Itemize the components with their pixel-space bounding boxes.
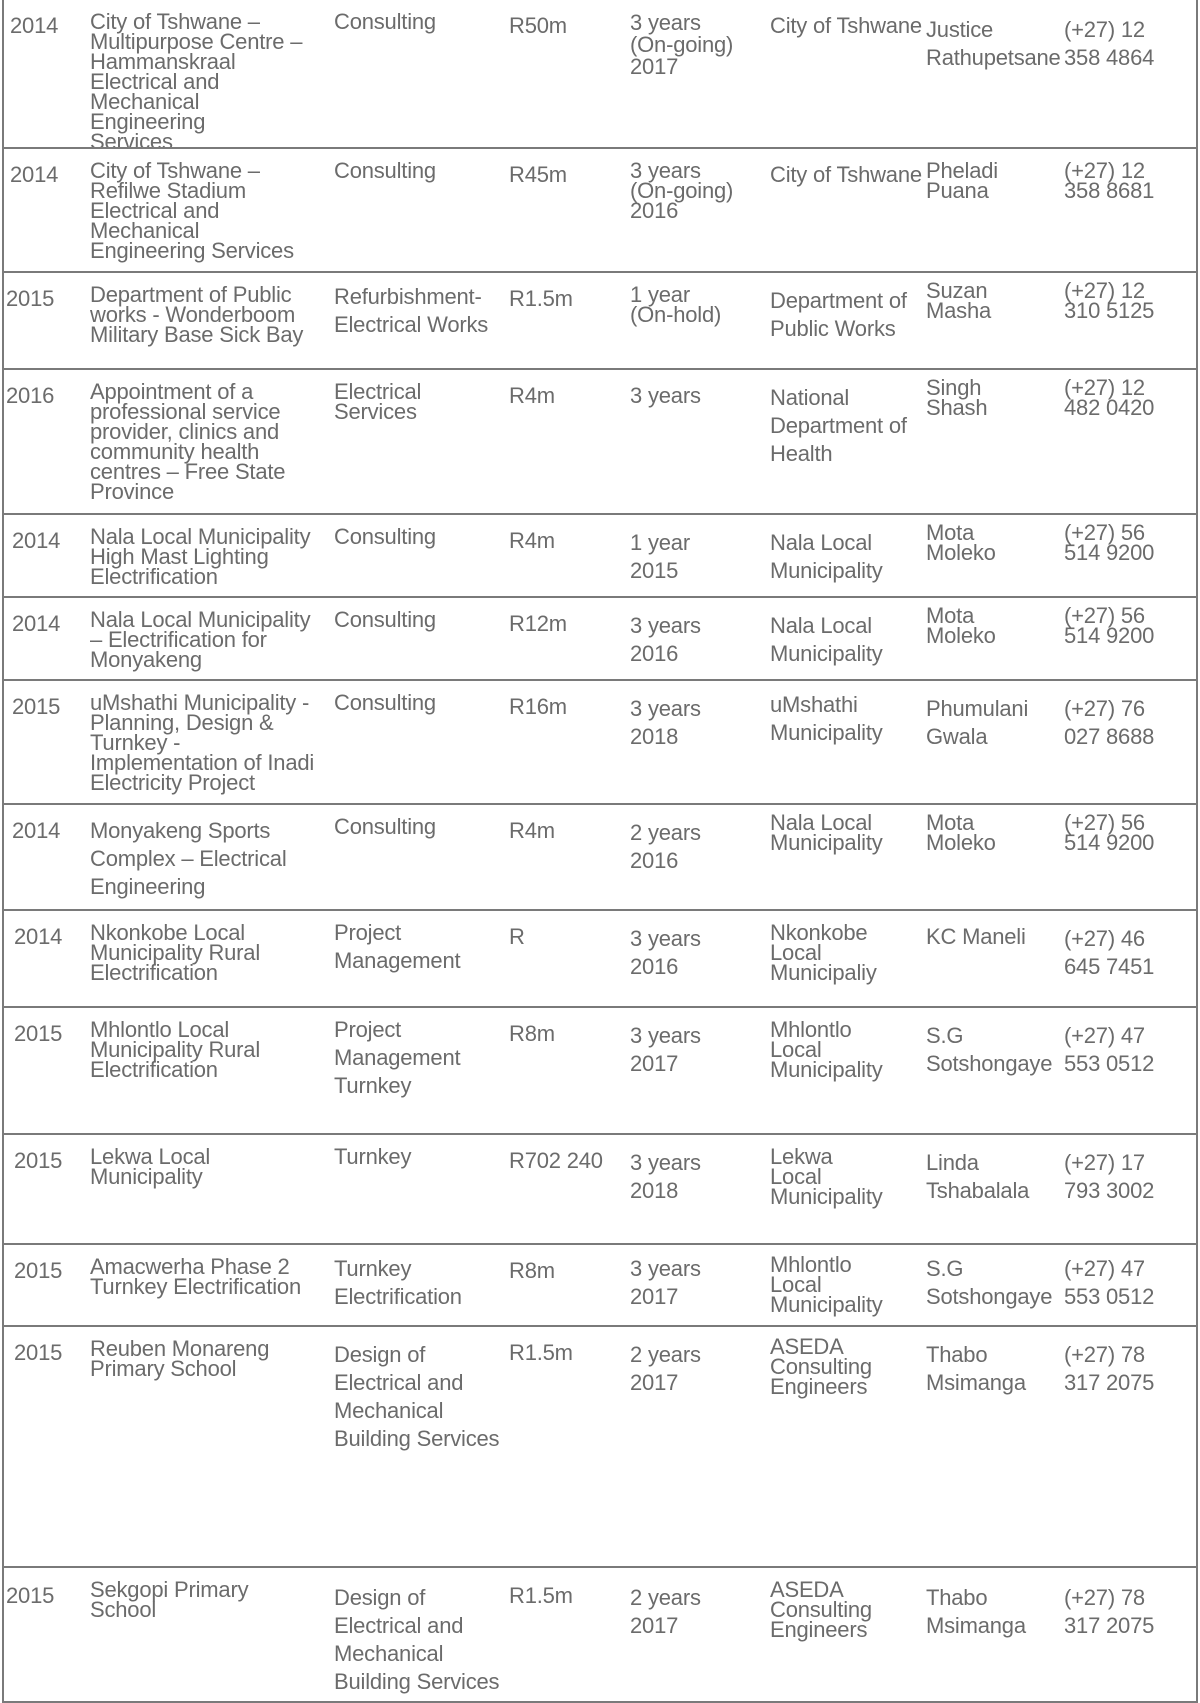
table-row bbox=[4, 147, 1196, 271]
contact-cell: Mota Moleko bbox=[926, 810, 996, 855]
type-cell: Consulting bbox=[334, 9, 436, 34]
client-cell: Nala Local Municipality bbox=[770, 810, 883, 855]
client-cell: Mhlontlo Local Municipality bbox=[770, 1017, 883, 1082]
year-cell: 2014 bbox=[10, 162, 59, 187]
year-cell: 2014 bbox=[12, 611, 61, 636]
client-cell: City of Tshwane bbox=[770, 13, 922, 38]
duration-cell: 3 years 2018 bbox=[630, 696, 701, 749]
duration-cell: 3 years 2016 bbox=[630, 613, 701, 666]
value-cell: R45m bbox=[509, 162, 567, 187]
year-cell: 2014 bbox=[12, 528, 61, 553]
value-cell: R16m bbox=[509, 694, 567, 719]
type-cell: Turnkey Electrification bbox=[334, 1256, 462, 1309]
contact-cell: Mota Moleko bbox=[926, 603, 996, 648]
table-row bbox=[4, 1133, 1196, 1243]
telephone-cell: (+27) 17 793 3002 bbox=[1064, 1150, 1155, 1203]
telephone-cell: (+27) 12 358 4864 bbox=[1064, 17, 1155, 70]
project-cell: Monyakeng Sports Complex – Electrical Engineering bbox=[90, 818, 287, 899]
value-cell: R12m bbox=[509, 611, 567, 636]
table-row bbox=[4, 1006, 1196, 1133]
year-cell: 2015 bbox=[14, 1148, 63, 1173]
type-cell: Turnkey bbox=[334, 1144, 412, 1169]
value-cell: R4m bbox=[509, 383, 555, 408]
telephone-cell: (+27) 76 027 8688 bbox=[1064, 696, 1155, 749]
type-cell: Consulting bbox=[334, 607, 436, 632]
client-cell: Nala Local Municipality bbox=[770, 530, 883, 583]
duration-cell: 3 years 2016 bbox=[630, 926, 701, 979]
duration-cell: 2 years 2016 bbox=[630, 820, 701, 873]
client-cell: uMshathi Municipality bbox=[770, 692, 883, 745]
telephone-cell: (+27) 56 514 9200 bbox=[1064, 810, 1155, 855]
type-cell: Electrical Services bbox=[334, 379, 422, 424]
project-cell: City of Tshwane – Multipurpose Centre – Hammanskraal Electrical and Mechanical Engineering Services bbox=[90, 9, 303, 154]
contact-cell: Thabo Msimanga bbox=[926, 1585, 1026, 1638]
table-row bbox=[4, 368, 1196, 513]
year-cell: 2015 bbox=[14, 1340, 63, 1365]
year-cell: 2016 bbox=[6, 383, 55, 408]
year-cell: 2014 bbox=[12, 818, 61, 843]
duration-cell: 3 years (On-going) 2017 bbox=[630, 10, 734, 79]
table-row bbox=[4, 271, 1196, 368]
telephone-cell: (+27) 56 514 9200 bbox=[1064, 520, 1155, 565]
type-cell: Consulting bbox=[334, 158, 436, 183]
telephone-cell: (+27) 12 358 8681 bbox=[1064, 158, 1155, 203]
table-row bbox=[4, 679, 1196, 803]
telephone-cell: (+27) 47 553 0512 bbox=[1064, 1023, 1155, 1076]
table-row bbox=[4, 0, 1196, 154]
contact-cell: Justice Rathupetsane bbox=[926, 17, 1061, 70]
contact-cell: KC Maneli bbox=[926, 924, 1026, 949]
telephone-cell: (+27) 12 482 0420 bbox=[1064, 375, 1155, 420]
client-cell: Nkonkobe Local Municipaliy bbox=[770, 920, 877, 985]
value-cell: R50m bbox=[509, 13, 567, 38]
client-cell: Mhlontlo Local Municipality bbox=[770, 1252, 883, 1317]
value-cell: R1.5m bbox=[509, 286, 573, 311]
project-cell: Sekgopi Primary School bbox=[90, 1577, 249, 1622]
telephone-cell: (+27) 78 317 2075 bbox=[1064, 1342, 1155, 1395]
table-row bbox=[4, 1243, 1196, 1325]
project-cell: Reuben Monareng Primary School bbox=[90, 1336, 270, 1381]
telephone-cell: (+27) 46 645 7451 bbox=[1064, 926, 1155, 979]
year-cell: 2015 bbox=[6, 286, 55, 311]
contact-cell: Singh Shash bbox=[926, 375, 988, 420]
contact-cell: Thabo Msimanga bbox=[926, 1342, 1026, 1395]
client-cell: Department of Public Works bbox=[770, 288, 907, 341]
value-cell: R4m bbox=[509, 818, 555, 843]
telephone-cell: (+27) 78 317 2075 bbox=[1064, 1585, 1155, 1638]
project-cell: Mhlontlo Local Municipality Rural Electrification bbox=[90, 1017, 261, 1082]
year-cell: 2015 bbox=[12, 694, 61, 719]
year-cell: 2015 bbox=[14, 1021, 63, 1046]
contact-cell: Suzan Masha bbox=[926, 278, 992, 323]
duration-cell: 3 years 2018 bbox=[630, 1150, 701, 1203]
contact-cell: Mota Moleko bbox=[926, 520, 996, 565]
value-cell: R8m bbox=[509, 1258, 555, 1283]
duration-cell: 3 years bbox=[630, 383, 701, 408]
type-cell: Consulting bbox=[334, 524, 436, 549]
value-cell: R1.5m bbox=[509, 1340, 573, 1365]
contact-cell: Phumulani Gwala bbox=[926, 696, 1029, 749]
table-row bbox=[4, 1566, 1196, 1701]
table-row bbox=[4, 909, 1196, 1006]
client-cell: City of Tshwane bbox=[770, 162, 922, 187]
project-cell: Amacwerha Phase 2 Turnkey Electrification bbox=[90, 1254, 301, 1299]
year-cell: 2014 bbox=[14, 924, 63, 949]
contact-cell: Linda Tshabalala bbox=[926, 1150, 1030, 1203]
project-cell: Appointment of a professional service provider, clinics and community health centres – Free State Province bbox=[90, 379, 286, 504]
contact-cell: S.G Sotshongaye bbox=[926, 1023, 1053, 1076]
value-cell: R702 240 bbox=[509, 1148, 603, 1173]
client-cell: ASEDA Consulting Engineers bbox=[770, 1334, 872, 1399]
project-cell: Department of Public works - Wonderboom Military Base Sick Bay bbox=[90, 282, 304, 347]
value-cell: R1.5m bbox=[509, 1583, 573, 1608]
year-cell: 2015 bbox=[6, 1583, 55, 1608]
type-cell: Refurbishment- Electrical Works bbox=[334, 284, 489, 337]
duration-cell: 1 year (On-hold) bbox=[630, 282, 722, 327]
projects-table bbox=[2, 0, 1198, 1703]
table-row bbox=[4, 513, 1196, 596]
value-cell: R8m bbox=[509, 1021, 555, 1046]
duration-cell: 2 years 2017 bbox=[630, 1342, 701, 1395]
type-cell: Consulting bbox=[334, 690, 436, 715]
client-cell: ASEDA Consulting Engineers bbox=[770, 1577, 872, 1642]
project-cell: Lekwa Local Municipality bbox=[90, 1144, 211, 1189]
duration-cell: 3 years (On-going) 2016 bbox=[630, 158, 734, 223]
contact-cell: S.G Sotshongaye bbox=[926, 1256, 1053, 1309]
telephone-cell: (+27) 12 310 5125 bbox=[1064, 278, 1155, 323]
project-cell: City of Tshwane – Refilwe Stadium Electrical and Mechanical Engineering Services bbox=[90, 158, 294, 263]
value-cell: R bbox=[509, 924, 525, 949]
type-cell: Project Management bbox=[334, 920, 461, 973]
client-cell: Nala Local Municipality bbox=[770, 613, 883, 666]
type-cell: Design of Electrical and Mechanical Building Services bbox=[334, 1585, 500, 1694]
telephone-cell: (+27) 47 553 0512 bbox=[1064, 1256, 1155, 1309]
project-cell: Nala Local Municipality – Electrification for Monyakeng bbox=[90, 607, 311, 672]
duration-cell: 3 years 2017 bbox=[630, 1023, 701, 1076]
project-cell: Nala Local Municipality High Mast Lighting Electrification bbox=[90, 524, 311, 589]
type-cell: Project Management Turnkey bbox=[334, 1017, 461, 1098]
client-cell: Lekwa Local Municipality bbox=[770, 1144, 883, 1209]
type-cell: Design of Electrical and Mechanical Building Services bbox=[334, 1342, 500, 1451]
table-row bbox=[4, 596, 1196, 679]
year-cell: 2015 bbox=[14, 1258, 63, 1283]
project-cell: Nkonkobe Local Municipality Rural Electrification bbox=[90, 920, 261, 985]
table-row bbox=[4, 1325, 1196, 1566]
duration-cell: 1 year 2015 bbox=[630, 530, 690, 583]
telephone-cell: (+27) 56 514 9200 bbox=[1064, 603, 1155, 648]
duration-cell: 3 years 2017 bbox=[630, 1256, 701, 1309]
value-cell: R4m bbox=[509, 528, 555, 553]
project-cell: uMshathi Municipality - Planning, Design & Turnkey - Implementation of Inadi Electricity Project bbox=[90, 690, 315, 795]
duration-cell: 2 years 2017 bbox=[630, 1585, 701, 1638]
client-cell: National Department of Health bbox=[770, 385, 907, 466]
year-cell: 2014 bbox=[10, 13, 59, 38]
contact-cell: Pheladi Puana bbox=[926, 158, 998, 203]
table-row bbox=[4, 803, 1196, 909]
type-cell: Consulting bbox=[334, 814, 436, 839]
